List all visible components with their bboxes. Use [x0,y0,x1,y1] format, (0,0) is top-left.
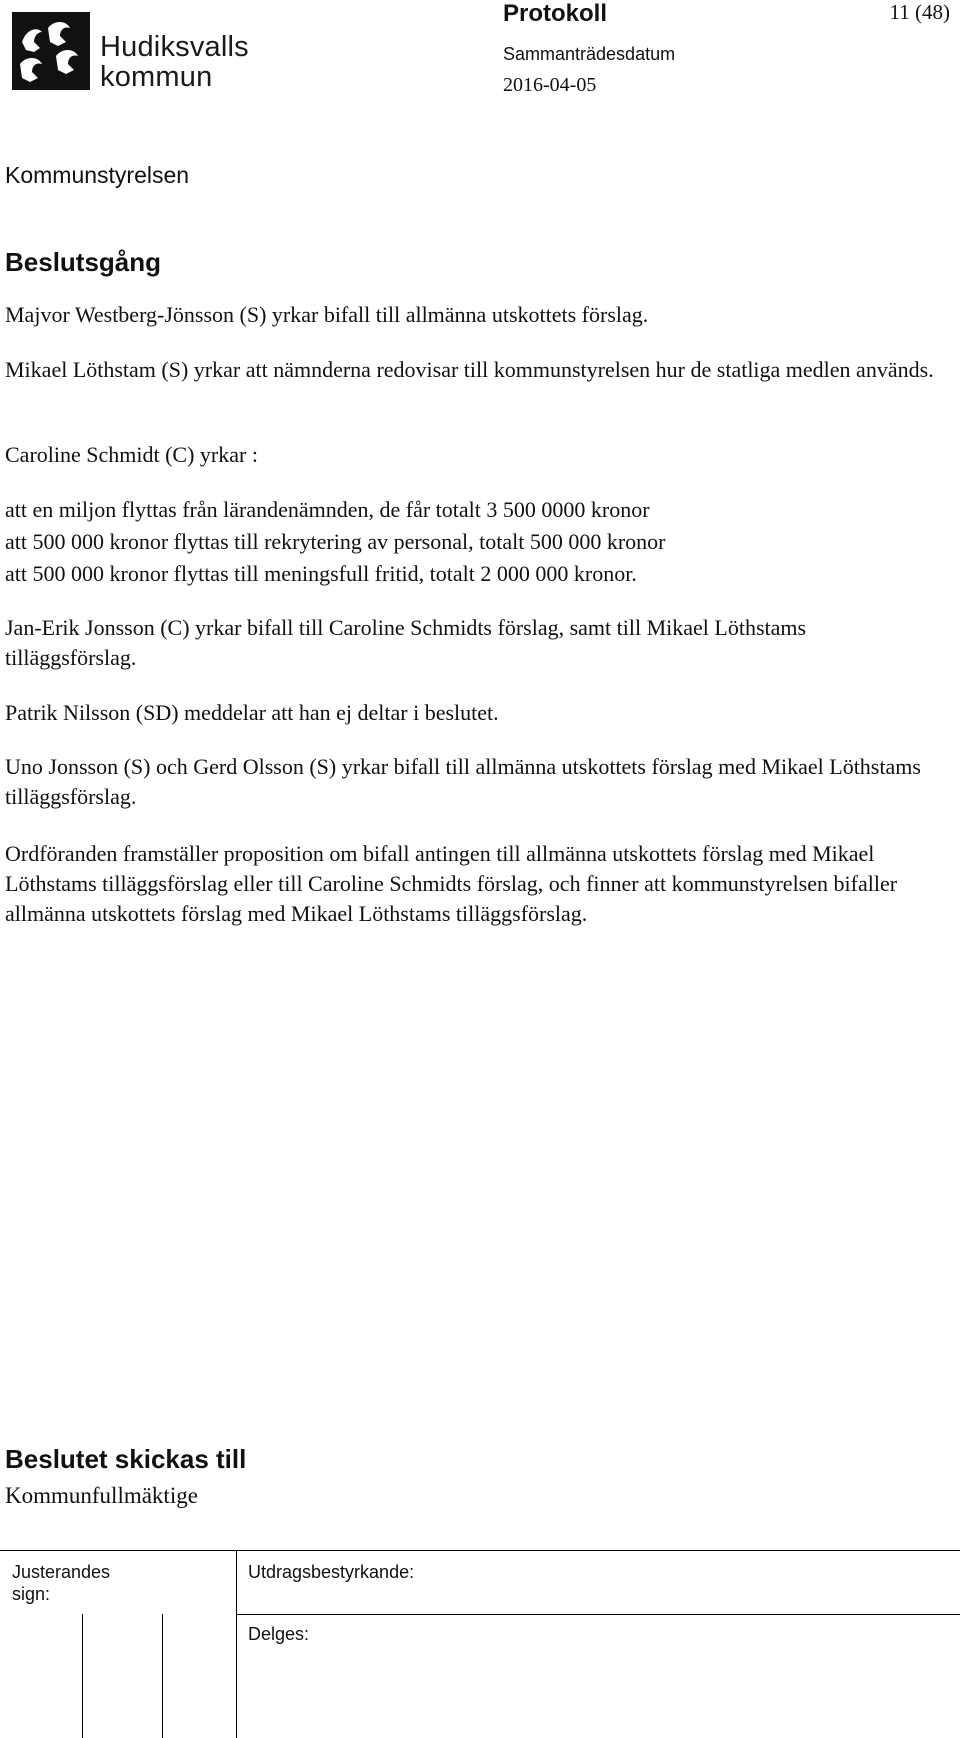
sent-to-heading: Beslutet skickas till [5,1444,247,1474]
document-type: Protokoll [503,0,608,27]
signature-field-divider [82,1614,83,1738]
goat-emblem-icon [12,12,90,90]
section-heading: Beslutsgång [5,247,162,277]
logo-wordmark: Hudiksvalls kommun [100,31,249,93]
paragraph: Patrik Nilsson (SD) meddelar att han ej deltar i beslutet. [5,700,499,725]
paragraph: att 500 000 kronor flyttas till meningsfull fritid, totalt 2 000 000 kronor. [5,561,637,586]
paragraph: Uno Jonsson (S) och Gerd Olsson (S) yrkar bifall till allmänna utskottets förslag med Mikael Löthstams tilläggsförslag. [5,754,921,809]
meeting-date: 2016-04-05 [503,74,597,96]
paragraph: Majvor Westberg-Jönsson (S) yrkar bifall till allmänna utskottets förslag. [5,302,649,327]
signature-footer [0,1550,960,1738]
footer-divider [236,1551,237,1738]
footer-divider [236,1614,960,1615]
paragraph: Ordföranden framställer proposition om bifall antingen till allmänna utskottets förslag med Mikael Löthstams tilläggsförslag eller till Caroline Schmidts förslag, och finner att kommunstyrelsen bifaller allmänna utskottets förslag med Mikael Löthstams tilläggsförslag. [5,841,898,926]
distributed-to-label: Delges: [248,1624,310,1644]
hudiksvalls-kommun-logo [12,12,252,92]
extract-certification-label: Utdragsbestyrkande: [248,1562,415,1582]
page-number: 11 (48) [889,0,950,24]
paragraph: att en miljon flyttas från lärandenämnden, de får totalt 3 500 0000 kronor [5,497,650,522]
paragraph: att 500 000 kronor flyttas till rekrytering av personal, totalt 500 000 kronor [5,529,666,554]
signature-field-divider [162,1614,163,1738]
organization-name: Kommunstyrelsen [5,162,190,188]
meeting-date-label: Sammanträdesdatum [503,44,676,64]
paragraph: Jan-Erik Jonsson (C) yrkar bifall till Caroline Schmidts förslag, samt till Mikael Löthstams tilläggsförslag. [5,615,807,670]
signers-label: Justerandes sign: [12,1562,111,1604]
paragraph: Mikael Löthstam (S) yrkar att nämnderna redovisar till kommunstyrelsen hur de statliga medlen används. [5,357,934,382]
paragraph: Caroline Schmidt (C) yrkar : [5,442,258,467]
recipient: Kommunfullmäktige [5,1483,198,1508]
